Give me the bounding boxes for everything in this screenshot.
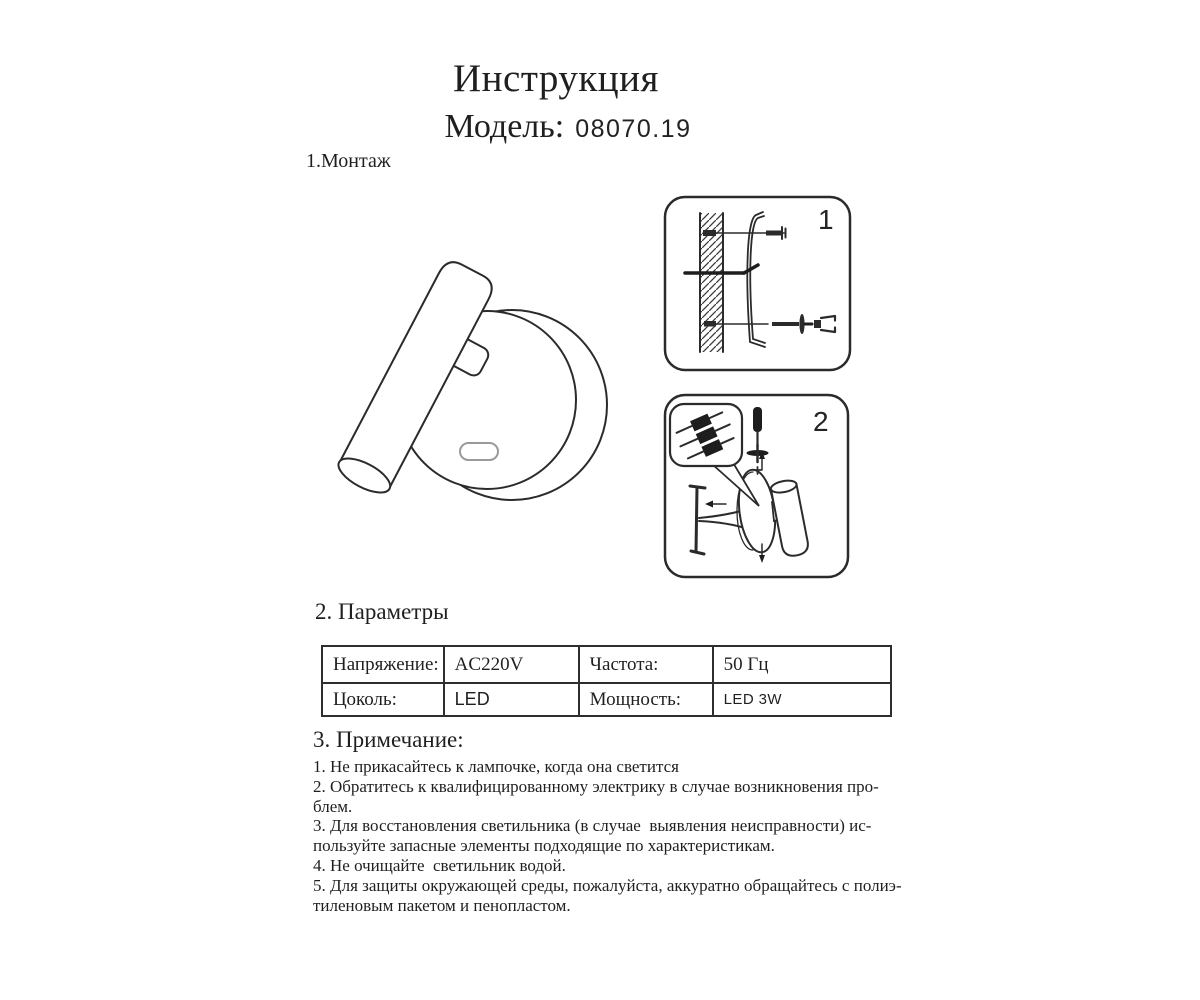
section-heading-params: 2. Параметры xyxy=(315,599,449,624)
table-row xyxy=(322,646,891,683)
param-label-frequency: Частота: xyxy=(579,646,713,683)
param-value-power: LED 3W xyxy=(713,683,891,716)
top-screw-shaft xyxy=(766,231,781,236)
note-line: 3. Для восстановления светильника (в случае выявления неисправности) ис- xyxy=(313,816,872,836)
param-value-frequency: 50 Гц xyxy=(713,646,891,683)
top-screw-anchor xyxy=(703,230,716,236)
mounting-step-1-figure xyxy=(660,192,855,377)
figure-1-number: 1 xyxy=(818,204,834,235)
lamp-switch xyxy=(460,443,498,460)
param-label-voltage: Напряжение: xyxy=(322,646,444,683)
note-line: блем. xyxy=(313,796,353,816)
bracket-post xyxy=(696,487,697,552)
note-line: 4. Не очищайте светильник водой. xyxy=(313,855,566,875)
param-label-socket: Цоколь: xyxy=(322,683,444,716)
bracket-top-cap xyxy=(690,486,705,488)
model-line xyxy=(0,108,1136,146)
note-line: 2. Обратитесь к квалифицированному электрику в случае возникновения про- xyxy=(313,776,879,796)
model-label: Модель: xyxy=(444,108,565,145)
model-number: 08070.19 xyxy=(575,115,692,143)
bottom-screw-anchor xyxy=(704,321,716,327)
note-line: пользуйте запасные элементы подходящие по характеристикам. xyxy=(313,836,775,856)
parameters-table xyxy=(321,645,892,717)
section-heading-montage: 1.Монтаж xyxy=(306,150,391,172)
note-line: тиленовым пакетом и пенопластом. xyxy=(313,895,571,915)
param-value-voltage: AC220V xyxy=(444,646,579,683)
figure-2-number: 2 xyxy=(813,406,829,437)
page-title: Инструкция xyxy=(453,57,659,100)
screw-shaft-icon xyxy=(772,322,799,326)
screwdriver-handle-icon xyxy=(753,407,762,432)
mounting-step-2-figure xyxy=(660,390,855,582)
notes-block xyxy=(313,757,902,915)
section-heading-notes: 3. Примечание: xyxy=(313,727,464,752)
note-line: 1. Не прикасайтесь к лампочке, когда она светится xyxy=(313,757,679,776)
dowel-body-icon xyxy=(814,320,821,328)
param-value-socket: LED xyxy=(444,683,579,716)
note-line: 5. Для защиты окружающей среды, пожалуйста, аккуратно обращайтесь с полиэ- xyxy=(313,875,902,895)
table-row xyxy=(322,683,891,716)
param-label-power: Мощность: xyxy=(579,683,713,716)
lamp-illustration xyxy=(300,230,630,560)
